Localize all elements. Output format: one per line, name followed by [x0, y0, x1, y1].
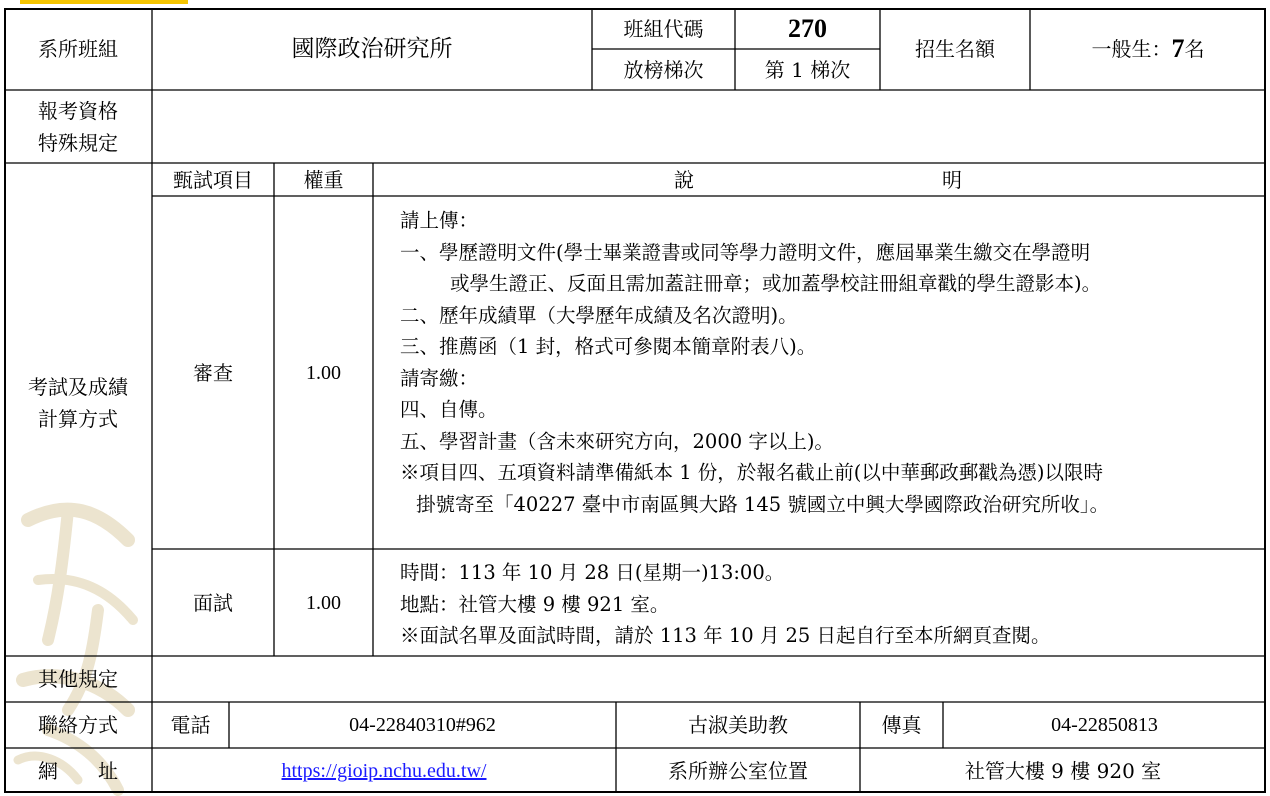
- exam-weight-interview: 1.00: [306, 591, 341, 614]
- exam-desc-review: [400, 205, 1109, 520]
- quota-number: 7: [1171, 34, 1185, 63]
- special-rules-label: [4, 90, 152, 163]
- col-header-desc-2: 明: [942, 167, 962, 192]
- desc-line: 五、學習計畫（含未來研究方向，2000 字以上)。: [400, 429, 834, 453]
- exam-item-review: 審查: [193, 360, 233, 385]
- exam-weight-review: 1.00: [306, 361, 341, 384]
- quota-value: [1030, 8, 1266, 90]
- website-cell: [152, 748, 616, 793]
- dept-label: 系所班組: [38, 37, 118, 61]
- col-header-item: 甄試項目: [173, 167, 253, 192]
- fax-value: 04-22850813: [1051, 714, 1158, 736]
- admission-table: [4, 8, 1266, 793]
- desc-line: 二、歷年成績單（大學歷年成績及名次證明)。: [400, 303, 798, 327]
- desc-line: 請寄繳：: [400, 366, 479, 390]
- exam-label-line1: 考試及成績: [28, 375, 128, 399]
- phone-label: 電話: [170, 713, 211, 737]
- other-rules-value: [152, 656, 1266, 702]
- desc-line: ※面試名單及面試時間，請於 113 年 10 月 25 日起自行至本所網頁查閱。: [400, 624, 1051, 647]
- website-link[interactable]: https://gioip.nchu.edu.tw/: [281, 759, 487, 782]
- office-location-label: 系所辦公室位置: [668, 758, 808, 783]
- desc-line: 時間：113 年 10 月 28 日(星期一)13:00。: [400, 561, 785, 584]
- desc-line: 掛號寄至「40227 臺中市南區興大路 145 號國立中興大學國際政治研究所收」。: [416, 492, 1110, 516]
- office-location-value: 社管大樓 9 樓 920 室: [964, 758, 1162, 783]
- special-rules-label-line1: 報考資格: [38, 98, 118, 123]
- contact-person: 古淑美助教: [688, 713, 788, 737]
- desc-line: 一、學歷證明文件(學士畢業證書或同等學力證明文件，應屆畢業生繳交在學證明: [400, 240, 1091, 264]
- desc-line: 請上傳：: [400, 209, 479, 232]
- tier-label: 放榜梯次: [623, 57, 704, 82]
- code-value: 270: [788, 13, 827, 43]
- quota-label: 招生名額: [915, 37, 995, 61]
- col-header-weight: 權重: [303, 167, 344, 192]
- desc-line: 四、自傳。: [400, 398, 498, 421]
- dept-name: 國際政治研究所: [291, 36, 453, 62]
- special-rules-label-line2: 特殊規定: [38, 130, 118, 155]
- fax-label: 傳真: [881, 713, 922, 737]
- exam-desc-interview: [400, 557, 1051, 652]
- yellow-highlight-mark: [20, 0, 188, 4]
- exam-label-line2: 計算方式: [38, 407, 118, 431]
- contact-label: 聯絡方式: [38, 713, 118, 737]
- phone-value: 04-22840310#962: [349, 714, 496, 736]
- desc-line: 地點：社管大樓 9 樓 921 室。: [400, 592, 670, 616]
- desc-line: 三、推薦函（1 封，格式可參閱本簡章附表八)。: [400, 335, 817, 358]
- desc-line: 或學生證正、反面且需加蓋註冊章；或加蓋學校註冊組章戳的學生證影本)。: [450, 272, 1102, 295]
- desc-line: ※項目四、五項資料請準備紙本 1 份，於報名截止前(以中華郵政郵戳為憑)以限時: [400, 461, 1104, 484]
- other-rules-label: 其他規定: [38, 667, 118, 691]
- exam-section-label: [4, 363, 152, 443]
- website-label: 網 址: [38, 758, 118, 783]
- tier-value: 第 1 梯次: [764, 57, 851, 82]
- col-header-desc-1: 說: [674, 167, 694, 192]
- quota-suffix: 名: [1184, 37, 1205, 61]
- code-label: 班組代碼: [623, 16, 704, 41]
- exam-item-interview: 面試: [193, 590, 233, 615]
- special-rules-value: [152, 90, 1266, 163]
- quota-prefix: 一般生：: [1091, 37, 1172, 61]
